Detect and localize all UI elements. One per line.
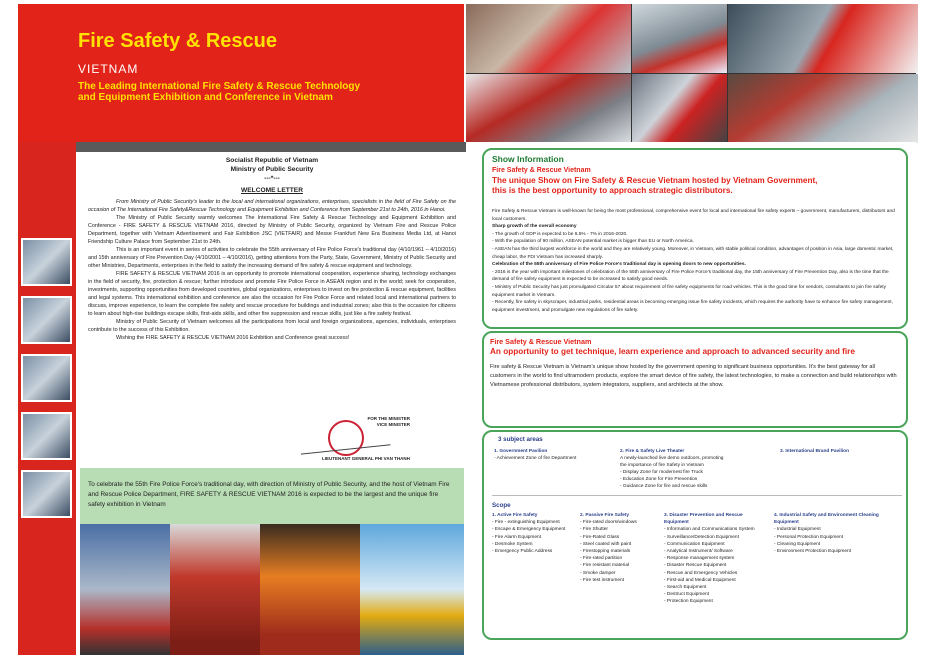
growth-item: - The growth of GDP is expected to be 6.5% - 7% in 2016-2020. [492, 231, 628, 237]
growth-item: - ASEAN has the third largest workforce in the world and they are relatively young. Moreover, in Vietnam, with stable political condition, advantages of position in Asia, large domestic market, cheap labor, the FDI Vietnam has increased sharply. [492, 246, 894, 260]
celebration-note-text: To celebrate the 55th Fire Police Force's traditional day, with direction of Ministry of Public Security, and the host of Vietnam Fire and Rescue Police Department, FIRE SAFETY & RESCUE VIETNAM 2016 is expected to be the largest and the unique fire safety exhibition in Vietnam [88, 481, 450, 508]
scope-item: - Fire-Rated Glass [580, 534, 620, 540]
area-item: - Education Zone for Fire Prevention [620, 477, 698, 482]
scope-item: - Cleaning Equipment [774, 541, 821, 547]
scope-item: - Escape & Emergency Equipment [492, 527, 566, 533]
fire-truck-photo [80, 524, 170, 655]
letter-paragraph: Wishing the FIRE SAFETY & RESCUE VIETNAM 2016 Exhibition and Conference great success! [116, 335, 350, 341]
scope-item: - Information and Communications System [664, 527, 755, 533]
scope-item: - Smoke damper [580, 570, 616, 576]
show-heading: Show Information [492, 154, 564, 164]
letter-paragraph: Ministry of Public Security of Vietnam welcomes all the participations from local and foreign organizations, agencies, individuals, enterprises contribute to the success of this Exhibition. [88, 319, 456, 333]
area-title: 1. Government Pavilion [494, 449, 548, 454]
side-thumbnail [21, 238, 72, 286]
scope-item: - Rescue and Emergency Vehicles [664, 570, 738, 576]
side-thumbnail [21, 354, 72, 402]
side-image-strip [18, 142, 76, 655]
scope-title: 1. Active Fire Safety [492, 513, 538, 518]
exhibition-photo [728, 4, 918, 73]
scope-item: - Response management system [664, 556, 735, 562]
celebration-item: - Recently, fire safety in skyscraper, industrial parks, residential areas is becoming emerging issue fire safety incidents, which requires the authority have to enhance fire safety management, equipment investment, and promulgate new regulations of fire safety. [492, 300, 893, 313]
show-intro: Fire Safety & Rescue Vietnam is well-known for being the most professional, comprehensive event for local and international fire safety experts – government, manufacturers, distributors and local customers. [492, 209, 895, 222]
event-tagline: The Leading International Fire Safety & Rescue Technology and Equipment Exhibition and Conference in Vietnam [78, 81, 361, 103]
growth-item: - With the population of 90 million, ASEAN potential market is bigger than EU or North America. [492, 239, 694, 245]
area-government-pavilion [494, 448, 614, 462]
opportunity-box [482, 331, 908, 428]
exhibition-photo-collage [466, 4, 916, 142]
scope-item: - Destruct Equipment [664, 592, 710, 598]
celebration-title: Celebration of the 55th anniversary of Fire Police Force's traditional day is opening doors to new opportunities. [492, 262, 746, 268]
scope-item: - Environment Protection Equipment [774, 549, 852, 555]
welcome-letter [80, 152, 464, 468]
divider-band [76, 142, 466, 152]
scope-item: - Search Equipment [664, 585, 707, 591]
exhibition-photo [466, 4, 631, 73]
exhibition-photo [632, 4, 727, 73]
scope-item: - Personal Protection Equipment [774, 534, 844, 540]
subject-areas-heading: 3 subject areas [498, 436, 543, 443]
scope-item: - First-aid and Medical Equipment [664, 577, 736, 583]
area-title: 2. Fire & Safety Live Theater [620, 449, 685, 454]
header-banner [18, 4, 464, 142]
subject-areas-box [482, 430, 908, 640]
exhibition-photo [728, 74, 918, 143]
scope-title: 4. Industrial Safety and Environment Cleaning Equipment [774, 513, 879, 526]
scope-item: - Protection Equipment [664, 599, 713, 605]
scope-disaster-rescue [664, 512, 768, 606]
scope-item: - Fire - extinguishing Equipment [492, 520, 560, 526]
opportunity-body: Fire safety & Rescue Vietnam is Vietnam's unique show hosted by the government opening to significant business opportunities. It's the best gateway for all customers in the world to find ultramodern products, explore the smart device of fire safety, the latest technologies, to make a connection and build relationships with Vietnamese professional distributors, system integrators, suppliers, and architects at the show. [490, 364, 897, 388]
side-thumbnail [21, 296, 72, 344]
area-live-theater [620, 448, 770, 490]
area-item: - Display Zone for modernest fire Truck [620, 470, 703, 475]
growth-title: Sharp growth of the overall economy [492, 224, 577, 230]
scope-item: - Steel coated with paint [580, 541, 632, 547]
scope-item: - Analytical Instrument/ Software [664, 549, 733, 555]
scope-item: - Fire Shutter [580, 527, 608, 533]
signature-block [300, 416, 440, 466]
letter-paragraph: From Ministry of Public Security's leader to the local and international organizations, enterprises, specialists in the field of Fire Safety on the occasion of The International Fire Safety&Rescue Technology and Equipment Exhibition and Conference from September 21st to 24th, 2016 in Hanoi. [88, 199, 456, 213]
letter-paragraph: This is an important event in series of activities to celebrate the 55th anniversary of Fire Police Force's traditional day (4/10/1961 – 4/10/2016) and 15th anniversary of Fire Prevention Day (4/10/2001 – 4/10/2016), getting attentions from the Party, State, Government, Ministry of Public Security and other Ministries, Departments, enterprises in the field to satisfy the increasing demand of fire safety & rescue equipment and technology. [88, 247, 456, 269]
extinguisher-photo [170, 524, 260, 655]
exhibition-photo [466, 74, 631, 143]
sign-line-1: FOR THE MINISTER [367, 416, 410, 421]
show-brand: Fire Safety & Rescue Vietnam [492, 167, 591, 174]
scope-item: - Fire resistant material [580, 563, 630, 569]
scope-item: - Emergency Public Address [492, 549, 553, 555]
scope-item: - Fire test instrument [580, 577, 624, 583]
show-headline: The unique Show on Fire Safety & Rescue Vietnam hosted by Vietnam Government, this is the best opportunity to approach strategic distributors. [492, 176, 818, 195]
divider [492, 495, 902, 496]
scope-industrial-safety [774, 512, 902, 555]
scope-heading: Scope [492, 502, 511, 509]
scope-item: - Disaster Rescue Equipment [664, 563, 727, 569]
opportunity-brand: Fire Safety & Rescue Vietnam [490, 337, 592, 346]
exhibition-photo [632, 74, 727, 143]
area-item: - Guidance Zone for fire and rescue skills [620, 484, 708, 489]
scope-item: - Desmoke System [492, 541, 533, 547]
scope-title: 3. Disaster Prevention and Rescue Equipment [664, 513, 743, 526]
letter-divider: ---*--- [264, 175, 280, 182]
celebration-item: - 2016 is the year with important milestones of celebration of the 55th anniversary of Fire Police Force's traditional day, the 15th anniversary of Fire Prevention Day, also is the time that the demand of fire safety equipment is expected to be increased to satisfy good needs. [492, 269, 889, 283]
area-item: - Achievement Zone of fire Department [494, 456, 577, 461]
rescue-helicopter-photo [360, 524, 464, 655]
celebration-note [80, 468, 464, 524]
show-information-box [482, 148, 908, 329]
scope-item: - Communication Equipment [664, 541, 725, 547]
scope-active-fire [492, 512, 582, 555]
area-item: the importance of fire Safety in Vietnam [620, 463, 704, 468]
side-thumbnail [21, 412, 72, 460]
letter-org-ministry: Ministry of Public Security [230, 166, 314, 173]
letter-title: WELCOME LETTER [241, 187, 303, 194]
scope-item: - Firestopping materials [580, 549, 631, 555]
signer-name: LIEUTENANT GENERAL PHI VAN THANH [322, 456, 410, 461]
area-international-pavilion [780, 448, 900, 455]
event-country: VIETNAM [78, 62, 139, 76]
letter-paragraph: FIRE SAFETY & RESCUE VIETNAM 2016 is an opportunity to promote international cooperation, experience sharing, technology exchanges in the field of security, fire, protection & rescue; further introduce and promote Fire Police Force in ASEAN region and in the world; seek for cooperation, investments, supporting opportunities from developed countries, global organizations, enterprises to invest on fire protection & rescue equipment, facilities and legal systems. This international exhibition and conference are also the occasion for Fire Police Force and related local and international partners to discuss, improve experience, to learn the complete fire safety and rescue procedure for buildings and industrial zones; also this is the occasion for citizens to learn about high-rise buildings escape skills, first-aids skills, and other fire suppression and rescue skills, just like a fire safety festival. [88, 271, 456, 317]
side-thumbnail [21, 470, 72, 518]
scope-item: - Surveillance/Detection Equipment [664, 534, 739, 540]
scope-item: - Fire-rated partition [580, 556, 623, 562]
area-item: A newly-launched live demo outdoors, promoting [620, 456, 724, 461]
scope-passive-fire [580, 512, 664, 584]
firefighter-photo [260, 524, 360, 655]
fire-rescue-collage [80, 524, 464, 655]
scope-item: - Industrial Equipment [774, 527, 821, 533]
area-title: 3. International Brand Pavilion [780, 449, 850, 454]
letter-org-country: Socialist Republic of Vietnam [225, 157, 319, 164]
letter-paragraph: The Ministry of Public Security warmly welcomes The International Fire Safety & Rescue Technology and Equipment Exhibition and Conference - FIRE SAFETY & RESCUE VIETNAM 2016, directed by Ministry of Public Security, organized by Vietnam Fire and Rescue Police Department, together with Vietnam Advertisement and Fair Exhibition JSC (VIETFAIR) and Messe Frankfurt New Era Business Media Ltd, at Hanoi Friendship Culture Palace from September 21st to 24th. [88, 215, 456, 245]
event-title: Fire Safety & Rescue [78, 30, 277, 52]
scope-item: - Fire-rated doors/windows [580, 520, 637, 526]
sign-line-2: VICE MINISTER [376, 422, 410, 427]
show-body [492, 208, 904, 314]
opportunity-headline: An opportunity to get technique, learn experience and approach to advanced security and fire [490, 347, 855, 356]
scope-item: - Fire Alarm Equipment [492, 534, 542, 540]
celebration-item: - Ministry of Public Security has just promulgated Circular 57 about requirement of fire safety equipments for road vehicles. This is the good time for vendors, consultants to join fire safety equipment market in Vietnam. [492, 284, 886, 298]
scope-title: 2. Passive Fire Safety [580, 513, 630, 518]
